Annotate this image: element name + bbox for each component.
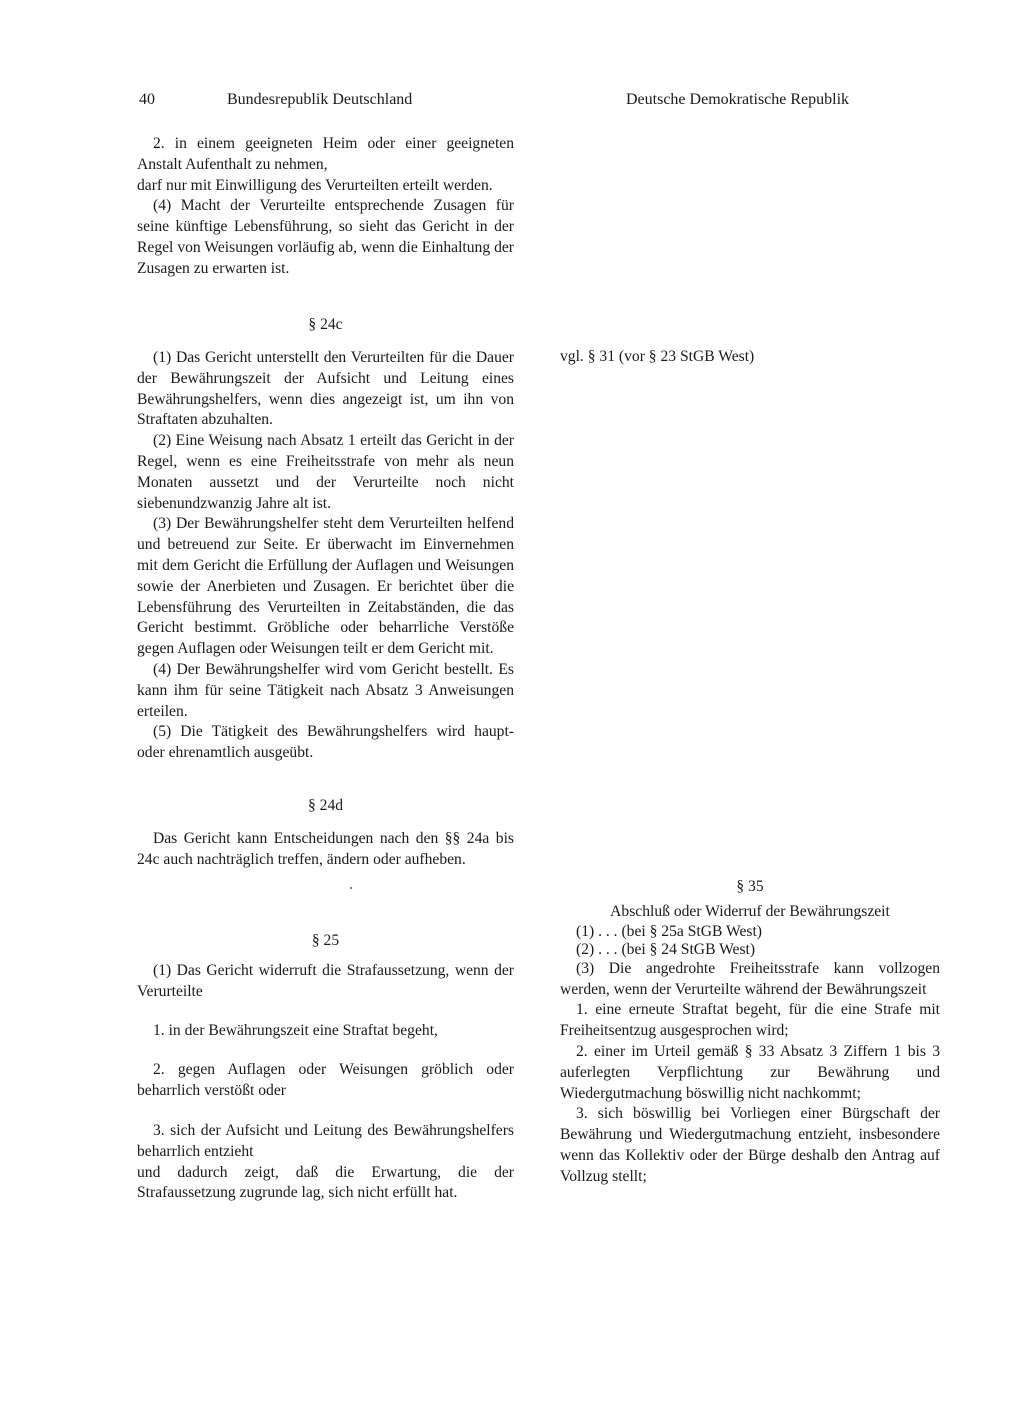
cross-reference [560,347,940,368]
stray-dot [350,887,352,889]
list-item: 3. sich der Aufsicht und Leitung des Bewährungshelfers beharrlich entzieht [137,1122,514,1160]
paragraph: (3) Der Bewährungshelfer steht dem Verurteilten helfend und betreuend zur Seite. Er überwacht im Einvernehmen mit dem Gericht die Erfüllung der Auflagen und Weisungen sowie der Anerbieten und Zusagen. Er berichtet über die Lebensführung des Verurteilten in Zeitabständen, die das Gericht bestimmt. Gröbliche oder beharrliche Verstöße gegen Auflagen oder Weisungen teilt er dem Gericht mit. [137,515,514,658]
list-item: 2. einer im Urteil gemäß § 33 Absatz 3 Ziffern 1 bis 3 auferlegten Verpflichtung zur Bewährung und Wiedergutmachung böswillig nicht nachkommt; [560,1042,940,1102]
header-right-title: Deutsche Demokratische Republik [626,91,850,108]
section-24d-body [137,829,514,871]
section-35-body [560,902,940,1188]
paragraph: (4) Macht der Verurteilte entsprechende Zusagen für seine künftige Lebensführung, so sieht das Gericht in der Regel von Weisungen vorläufig ab, wenn die Einhaltung der Zusagen zu erwarten ist. [137,197,514,277]
paragraph: (3) Die angedrohte Freiheitsstrafe kann vollzogen werden, wenn der Verurteilte während der Bewährungszeit [560,959,940,998]
list-item: 3. sich böswillig bei Vorliegen einer Bürgschaft der Bewährung und Wiedergutmachung entzieht, insbesondere wenn das Kollektiv oder der Bürge deshalb den Antrag auf Vollzug stellt; [560,1105,940,1185]
paragraph: 2. in einem geeigneten Heim oder einer geeigneten Anstalt Aufenthalt zu nehmen, [137,135,514,173]
paragraph: (1) Das Gericht unterstellt den Verurteilten für die Dauer der Bewährungszeit der Aufsicht und Leitung eines Bewährungshelfers, wenn dies angezeigt ist, um ihn von Straftaten abzuhalten. [137,349,514,429]
paragraph: (5) Die Tätigkeit des Bewährungshelfers wird haupt- oder ehrenamtlich ausgeübt. [137,723,514,762]
section-heading-35: § 35 [736,878,764,895]
paragraph: (4) Der Bewährungshelfer wird vom Gericht bestellt. Es kann ihm für seine Tätigkeit nach Absatz 3 Anweisungen erteilen. [137,660,514,720]
section-25-item1 [137,1021,514,1042]
header-left-title: Bundesrepublik Deutschland [227,91,413,108]
left-block-intro [137,134,514,280]
paragraph: (1) Das Gericht widerruft die Strafaussetzung, wenn der Verurteilte [137,962,514,1000]
section-heading-25: § 25 [311,932,340,949]
reference-note: vgl. § 31 (vor § 23 StGB West) [560,348,755,365]
page-number: 40 [139,91,155,108]
section-heading-24d: § 24d [307,797,344,814]
section-25-item2 [137,1060,514,1102]
paragraph: und dadurch zeigt, daß die Erwartung, die der Strafaussetzung zugrunde lag, sich nicht erfüllt hat. [137,1163,514,1202]
list-item: 1. eine erneute Straftat begeht, für die eine Strafe mit Freiheitsentzug ausgesprochen wird; [560,1001,940,1040]
paragraph: (2) Eine Weisung nach Absatz 1 erteilt das Gericht in der Regel, wenn es eine Freiheitsstrafe von mehr als neun Monaten aussetzt und der Verurteilte noch nicht siebenundzwanzig Jahre alt ist. [137,432,514,512]
section-24c-body [137,348,514,764]
paragraph: (2) . . . (bei § 24 StGB West) [576,940,756,958]
section-subheading: Abschluß oder Widerruf der Bewährungszeit [610,903,890,920]
paragraph: darf nur mit Einwilligung des Verurteilten erteilt werden. [137,176,493,194]
list-item: 1. in der Bewährungszeit eine Straftat begeht, [153,1022,438,1039]
paragraph: Das Gericht kann Entscheidungen nach den §§ 24a bis 24c auch nachträglich treffen, ändern oder aufheben. [137,830,514,868]
paragraph: (1) . . . (bei § 25a StGB West) [576,922,762,940]
section-heading-24c: § 24c [308,316,343,333]
section-25-item3 [137,1121,514,1204]
section-25-para1 [137,961,514,1003]
list-item: 2. gegen Auflagen oder Weisungen gröblich oder beharrlich verstößt oder [137,1061,514,1099]
